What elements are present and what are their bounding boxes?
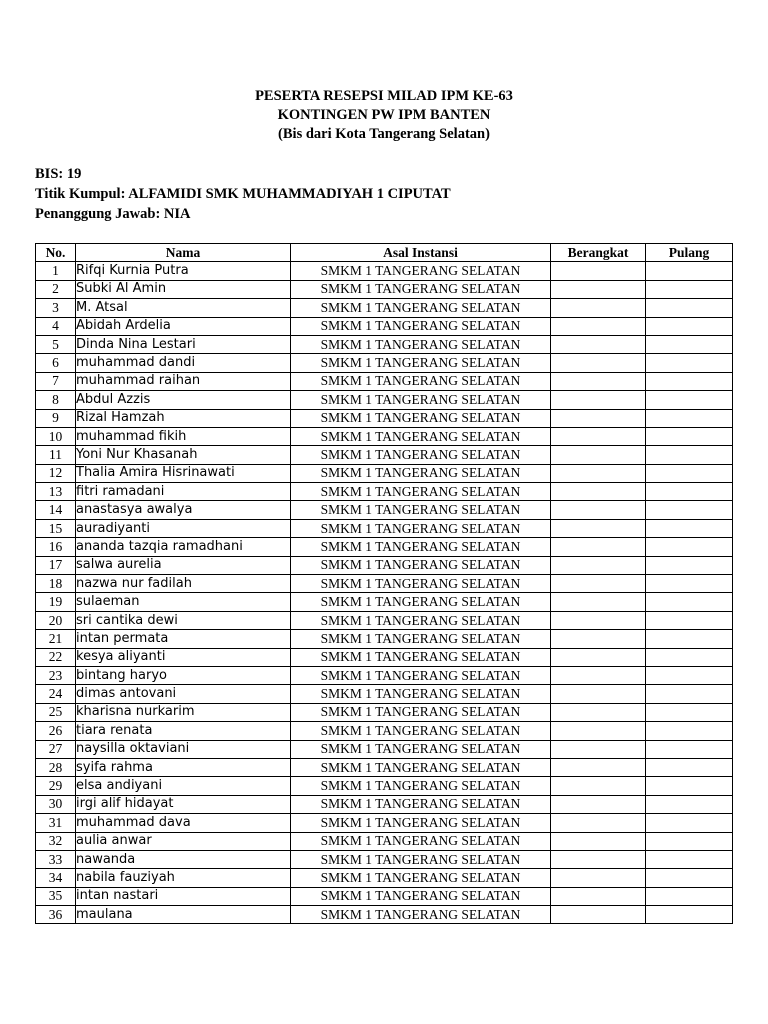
cell-pulang bbox=[646, 280, 733, 298]
table-body bbox=[36, 262, 733, 924]
cell-no: 31 bbox=[36, 814, 76, 832]
cell-pulang bbox=[646, 722, 733, 740]
cell-no: 30 bbox=[36, 795, 76, 813]
cell-pulang bbox=[646, 795, 733, 813]
cell-nama: maulana bbox=[76, 906, 291, 924]
cell-no: 12 bbox=[36, 464, 76, 482]
table-row bbox=[36, 887, 733, 905]
cell-berangkat bbox=[551, 593, 646, 611]
cell-asal-instansi: SMKM 1 TANGERANG SELATAN bbox=[291, 483, 551, 501]
cell-berangkat bbox=[551, 611, 646, 629]
cell-no: 17 bbox=[36, 556, 76, 574]
cell-no: 7 bbox=[36, 372, 76, 390]
table-row bbox=[36, 391, 733, 409]
table-row bbox=[36, 538, 733, 556]
table-row bbox=[36, 906, 733, 924]
cell-berangkat bbox=[551, 850, 646, 868]
cell-asal-instansi: SMKM 1 TANGERANG SELATAN bbox=[291, 722, 551, 740]
cell-asal-instansi: SMKM 1 TANGERANG SELATAN bbox=[291, 832, 551, 850]
cell-no: 13 bbox=[36, 483, 76, 501]
cell-pulang bbox=[646, 814, 733, 832]
trip-info bbox=[35, 164, 451, 224]
cell-pulang bbox=[646, 538, 733, 556]
cell-asal-instansi: SMKM 1 TANGERANG SELATAN bbox=[291, 887, 551, 905]
cell-berangkat bbox=[551, 648, 646, 666]
table-row bbox=[36, 869, 733, 887]
table-row bbox=[36, 464, 733, 482]
cell-pulang bbox=[646, 758, 733, 776]
cell-asal-instansi: SMKM 1 TANGERANG SELATAN bbox=[291, 869, 551, 887]
cell-asal-instansi: SMKM 1 TANGERANG SELATAN bbox=[291, 575, 551, 593]
table-row bbox=[36, 666, 733, 684]
cell-no: 22 bbox=[36, 648, 76, 666]
table-row bbox=[36, 262, 733, 280]
cell-asal-instansi: SMKM 1 TANGERANG SELATAN bbox=[291, 814, 551, 832]
table-row bbox=[36, 280, 733, 298]
cell-asal-instansi: SMKM 1 TANGERANG SELATAN bbox=[291, 795, 551, 813]
cell-pulang bbox=[646, 464, 733, 482]
cell-pulang bbox=[646, 409, 733, 427]
cell-pulang bbox=[646, 519, 733, 537]
cell-asal-instansi: SMKM 1 TANGERANG SELATAN bbox=[291, 317, 551, 335]
cell-no: 23 bbox=[36, 666, 76, 684]
cell-no: 5 bbox=[36, 335, 76, 353]
table-row bbox=[36, 446, 733, 464]
cell-no: 35 bbox=[36, 887, 76, 905]
cell-berangkat bbox=[551, 262, 646, 280]
cell-berangkat bbox=[551, 685, 646, 703]
cell-nama: intan permata bbox=[76, 630, 291, 648]
cell-berangkat bbox=[551, 814, 646, 832]
table-row bbox=[36, 501, 733, 519]
cell-pulang bbox=[646, 648, 733, 666]
cell-nama: muhammad dandi bbox=[76, 354, 291, 372]
table-row bbox=[36, 850, 733, 868]
cell-berangkat bbox=[551, 483, 646, 501]
cell-berangkat bbox=[551, 832, 646, 850]
table-row bbox=[36, 703, 733, 721]
table-row bbox=[36, 777, 733, 795]
cell-asal-instansi: SMKM 1 TANGERANG SELATAN bbox=[291, 391, 551, 409]
cell-pulang bbox=[646, 593, 733, 611]
cell-asal-instansi: SMKM 1 TANGERANG SELATAN bbox=[291, 464, 551, 482]
cell-pulang bbox=[646, 483, 733, 501]
cell-asal-instansi: SMKM 1 TANGERANG SELATAN bbox=[291, 501, 551, 519]
cell-no: 8 bbox=[36, 391, 76, 409]
cell-nama: ananda tazqia ramadhani bbox=[76, 538, 291, 556]
cell-asal-instansi: SMKM 1 TANGERANG SELATAN bbox=[291, 409, 551, 427]
cell-nama: Abidah Ardelia bbox=[76, 317, 291, 335]
cell-no: 4 bbox=[36, 317, 76, 335]
cell-nama: fitri ramadani bbox=[76, 483, 291, 501]
column-header-pulang: Pulang bbox=[646, 244, 733, 262]
cell-nama: nabila fauziyah bbox=[76, 869, 291, 887]
cell-asal-instansi: SMKM 1 TANGERANG SELATAN bbox=[291, 593, 551, 611]
cell-asal-instansi: SMKM 1 TANGERANG SELATAN bbox=[291, 556, 551, 574]
cell-asal-instansi: SMKM 1 TANGERANG SELATAN bbox=[291, 299, 551, 317]
cell-pulang bbox=[646, 501, 733, 519]
cell-berangkat bbox=[551, 722, 646, 740]
cell-pulang bbox=[646, 556, 733, 574]
cell-asal-instansi: SMKM 1 TANGERANG SELATAN bbox=[291, 538, 551, 556]
cell-asal-instansi: SMKM 1 TANGERANG SELATAN bbox=[291, 906, 551, 924]
cell-nama: Yoni Nur Khasanah bbox=[76, 446, 291, 464]
cell-berangkat bbox=[551, 703, 646, 721]
cell-nama: Thalia Amira Hisrinawati bbox=[76, 464, 291, 482]
cell-berangkat bbox=[551, 464, 646, 482]
table-row bbox=[36, 795, 733, 813]
table-row bbox=[36, 648, 733, 666]
table-row bbox=[36, 317, 733, 335]
cell-pulang bbox=[646, 906, 733, 924]
cell-asal-instansi: SMKM 1 TANGERANG SELATAN bbox=[291, 354, 551, 372]
cell-berangkat bbox=[551, 299, 646, 317]
cell-pulang bbox=[646, 887, 733, 905]
cell-pulang bbox=[646, 575, 733, 593]
cell-pulang bbox=[646, 777, 733, 795]
cell-nama: naysilla oktaviani bbox=[76, 740, 291, 758]
table-row bbox=[36, 427, 733, 445]
person-in-charge: Penanggung Jawab: NIA bbox=[35, 206, 191, 222]
cell-no: 26 bbox=[36, 722, 76, 740]
cell-berangkat bbox=[551, 538, 646, 556]
table-row bbox=[36, 575, 733, 593]
cell-nama: Rifqi Kurnia Putra bbox=[76, 262, 291, 280]
table-row bbox=[36, 593, 733, 611]
cell-no: 16 bbox=[36, 538, 76, 556]
cell-berangkat bbox=[551, 795, 646, 813]
title-line-2: KONTINGEN PW IPM BANTEN bbox=[277, 107, 491, 123]
table-row bbox=[36, 740, 733, 758]
cell-asal-instansi: SMKM 1 TANGERANG SELATAN bbox=[291, 427, 551, 445]
cell-nama: sri cantika dewi bbox=[76, 611, 291, 629]
cell-berangkat bbox=[551, 317, 646, 335]
cell-berangkat bbox=[551, 391, 646, 409]
table-row bbox=[36, 409, 733, 427]
cell-asal-instansi: SMKM 1 TANGERANG SELATAN bbox=[291, 335, 551, 353]
cell-nama: muhammad dava bbox=[76, 814, 291, 832]
cell-asal-instansi: SMKM 1 TANGERANG SELATAN bbox=[291, 777, 551, 795]
table-row bbox=[36, 519, 733, 537]
table-row bbox=[36, 556, 733, 574]
table-row bbox=[36, 335, 733, 353]
cell-no: 24 bbox=[36, 685, 76, 703]
cell-pulang bbox=[646, 611, 733, 629]
cell-berangkat bbox=[551, 758, 646, 776]
cell-asal-instansi: SMKM 1 TANGERANG SELATAN bbox=[291, 740, 551, 758]
cell-berangkat bbox=[551, 630, 646, 648]
cell-nama: syifa rahma bbox=[76, 758, 291, 776]
cell-asal-instansi: SMKM 1 TANGERANG SELATAN bbox=[291, 372, 551, 390]
cell-pulang bbox=[646, 446, 733, 464]
meeting-point: Titik Kumpul: ALFAMIDI SMK MUHAMMADIYAH 1 CIPUTAT bbox=[35, 186, 451, 202]
table-row bbox=[36, 758, 733, 776]
cell-berangkat bbox=[551, 519, 646, 537]
cell-pulang bbox=[646, 850, 733, 868]
cell-no: 18 bbox=[36, 575, 76, 593]
cell-nama: Dinda Nina Lestari bbox=[76, 335, 291, 353]
title-line-1: PESERTA RESEPSI MILAD IPM KE-63 bbox=[255, 88, 513, 104]
cell-no: 6 bbox=[36, 354, 76, 372]
cell-no: 1 bbox=[36, 262, 76, 280]
cell-pulang bbox=[646, 391, 733, 409]
cell-pulang bbox=[646, 299, 733, 317]
bus-number: BIS: 19 bbox=[35, 166, 82, 182]
cell-nama: intan nastari bbox=[76, 887, 291, 905]
cell-pulang bbox=[646, 869, 733, 887]
table-row bbox=[36, 685, 733, 703]
cell-nama: M. Atsal bbox=[76, 299, 291, 317]
cell-asal-instansi: SMKM 1 TANGERANG SELATAN bbox=[291, 630, 551, 648]
cell-nama: muhammad fikih bbox=[76, 427, 291, 445]
cell-no: 28 bbox=[36, 758, 76, 776]
cell-no: 20 bbox=[36, 611, 76, 629]
cell-no: 36 bbox=[36, 906, 76, 924]
cell-no: 2 bbox=[36, 280, 76, 298]
cell-nama: kharisna nurkarim bbox=[76, 703, 291, 721]
cell-pulang bbox=[646, 630, 733, 648]
cell-asal-instansi: SMKM 1 TANGERANG SELATAN bbox=[291, 280, 551, 298]
cell-no: 21 bbox=[36, 630, 76, 648]
cell-asal-instansi: SMKM 1 TANGERANG SELATAN bbox=[291, 648, 551, 666]
cell-pulang bbox=[646, 335, 733, 353]
cell-no: 3 bbox=[36, 299, 76, 317]
cell-no: 27 bbox=[36, 740, 76, 758]
cell-nama: sulaeman bbox=[76, 593, 291, 611]
cell-berangkat bbox=[551, 556, 646, 574]
cell-berangkat bbox=[551, 354, 646, 372]
cell-pulang bbox=[646, 262, 733, 280]
cell-no: 10 bbox=[36, 427, 76, 445]
cell-no: 19 bbox=[36, 593, 76, 611]
cell-no: 32 bbox=[36, 832, 76, 850]
cell-berangkat bbox=[551, 335, 646, 353]
document-title bbox=[0, 87, 768, 144]
cell-nama: tiara renata bbox=[76, 722, 291, 740]
cell-asal-instansi: SMKM 1 TANGERANG SELATAN bbox=[291, 703, 551, 721]
cell-pulang bbox=[646, 685, 733, 703]
cell-nama: anastasya awalya bbox=[76, 501, 291, 519]
cell-berangkat bbox=[551, 409, 646, 427]
cell-nama: irgi alif hidayat bbox=[76, 795, 291, 813]
column-header-asal-instansi: Asal Instansi bbox=[291, 244, 551, 262]
column-header-nama: Nama bbox=[76, 244, 291, 262]
table-row bbox=[36, 611, 733, 629]
cell-nama: nawanda bbox=[76, 850, 291, 868]
cell-pulang bbox=[646, 427, 733, 445]
cell-no: 33 bbox=[36, 850, 76, 868]
cell-asal-instansi: SMKM 1 TANGERANG SELATAN bbox=[291, 850, 551, 868]
cell-no: 15 bbox=[36, 519, 76, 537]
cell-pulang bbox=[646, 372, 733, 390]
cell-no: 25 bbox=[36, 703, 76, 721]
column-header-no: No. bbox=[36, 244, 76, 262]
cell-no: 11 bbox=[36, 446, 76, 464]
cell-berangkat bbox=[551, 740, 646, 758]
table-row bbox=[36, 372, 733, 390]
cell-no: 34 bbox=[36, 869, 76, 887]
cell-no: 29 bbox=[36, 777, 76, 795]
table-row bbox=[36, 299, 733, 317]
table-row bbox=[36, 630, 733, 648]
table-row bbox=[36, 722, 733, 740]
cell-asal-instansi: SMKM 1 TANGERANG SELATAN bbox=[291, 758, 551, 776]
cell-berangkat bbox=[551, 906, 646, 924]
cell-asal-instansi: SMKM 1 TANGERANG SELATAN bbox=[291, 519, 551, 537]
cell-berangkat bbox=[551, 887, 646, 905]
table-row bbox=[36, 814, 733, 832]
cell-nama: Rizal Hamzah bbox=[76, 409, 291, 427]
cell-berangkat bbox=[551, 280, 646, 298]
cell-nama: Abdul Azzis bbox=[76, 391, 291, 409]
cell-nama: muhammad raihan bbox=[76, 372, 291, 390]
column-header-berangkat: Berangkat bbox=[551, 244, 646, 262]
cell-nama: Subki Al Amin bbox=[76, 280, 291, 298]
cell-asal-instansi: SMKM 1 TANGERANG SELATAN bbox=[291, 262, 551, 280]
cell-nama: bintang haryo bbox=[76, 666, 291, 684]
cell-nama: dimas antovani bbox=[76, 685, 291, 703]
cell-asal-instansi: SMKM 1 TANGERANG SELATAN bbox=[291, 611, 551, 629]
cell-nama: kesya aliyanti bbox=[76, 648, 291, 666]
cell-berangkat bbox=[551, 446, 646, 464]
cell-asal-instansi: SMKM 1 TANGERANG SELATAN bbox=[291, 666, 551, 684]
cell-no: 14 bbox=[36, 501, 76, 519]
table-row bbox=[36, 354, 733, 372]
cell-asal-instansi: SMKM 1 TANGERANG SELATAN bbox=[291, 685, 551, 703]
cell-berangkat bbox=[551, 575, 646, 593]
cell-berangkat bbox=[551, 869, 646, 887]
cell-pulang bbox=[646, 703, 733, 721]
cell-no: 9 bbox=[36, 409, 76, 427]
cell-berangkat bbox=[551, 666, 646, 684]
cell-berangkat bbox=[551, 372, 646, 390]
cell-pulang bbox=[646, 354, 733, 372]
table-row bbox=[36, 832, 733, 850]
cell-pulang bbox=[646, 666, 733, 684]
title-line-3: (Bis dari Kota Tangerang Selatan) bbox=[278, 126, 490, 142]
table-row bbox=[36, 483, 733, 501]
cell-berangkat bbox=[551, 777, 646, 795]
cell-berangkat bbox=[551, 501, 646, 519]
table-header-row bbox=[36, 244, 733, 262]
cell-berangkat bbox=[551, 427, 646, 445]
participant-table bbox=[35, 243, 733, 924]
cell-asal-instansi: SMKM 1 TANGERANG SELATAN bbox=[291, 446, 551, 464]
cell-pulang bbox=[646, 317, 733, 335]
cell-nama: auradiyanti bbox=[76, 519, 291, 537]
cell-pulang bbox=[646, 832, 733, 850]
cell-pulang bbox=[646, 740, 733, 758]
cell-nama: aulia anwar bbox=[76, 832, 291, 850]
cell-nama: elsa andiyani bbox=[76, 777, 291, 795]
cell-nama: nazwa nur fadilah bbox=[76, 575, 291, 593]
cell-nama: salwa aurelia bbox=[76, 556, 291, 574]
